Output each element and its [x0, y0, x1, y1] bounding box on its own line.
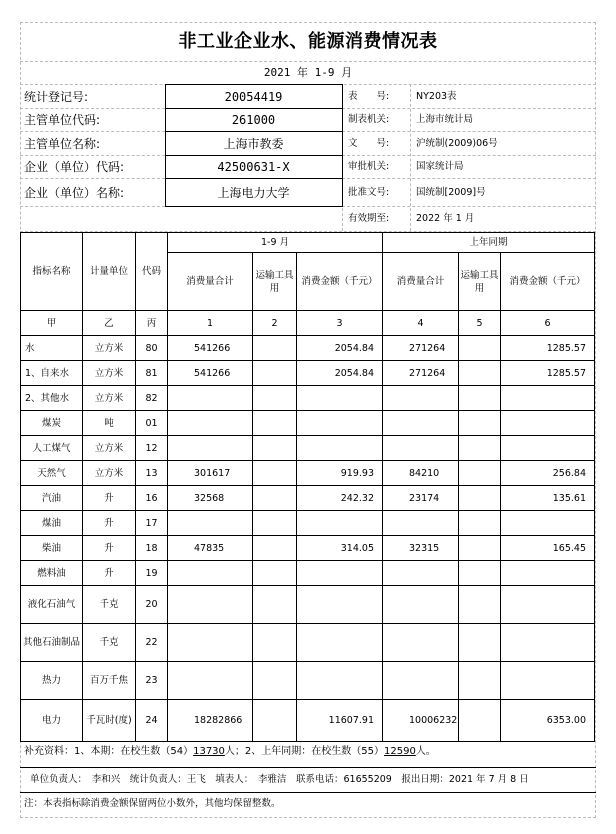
table-row [21, 700, 595, 742]
row-code[interactable]: 81 [136, 361, 168, 386]
row-indicator-name[interactable]: 热力 [21, 662, 83, 700]
cell-transport-prev[interactable] [459, 662, 501, 700]
cell-consumption-prev[interactable] [383, 411, 459, 436]
cell-amount[interactable] [297, 386, 383, 411]
supplement-suffix: 人。 [415, 746, 436, 757]
row-indicator-name[interactable]: 其他石油制品 [21, 624, 83, 662]
cell-transport[interactable] [253, 624, 297, 662]
sheet-gridline [20, 155, 165, 156]
table-row [21, 536, 595, 561]
header-code: 代码 [136, 233, 168, 311]
cell-consumption[interactable] [168, 624, 253, 662]
cell-amount-prev[interactable] [501, 411, 595, 436]
row-code[interactable]: 01 [136, 411, 168, 436]
cell-amount[interactable]: 2054.84 [297, 336, 383, 361]
table-row [21, 436, 595, 461]
cell-amount[interactable] [297, 662, 383, 700]
cell-transport[interactable] [253, 336, 297, 361]
meta-label-doc-no: 文 号: [348, 138, 390, 149]
sheet-gridline [595, 22, 596, 818]
cell-transport-prev[interactable] [459, 586, 501, 624]
cell-transport-prev[interactable] [459, 336, 501, 361]
field-value-supervisor-code[interactable]: 261000 [231, 113, 276, 127]
cell-transport-prev[interactable] [459, 624, 501, 662]
row-unit[interactable]: 吨 [83, 411, 136, 436]
row-indicator-name[interactable]: 人工煤气 [21, 436, 83, 461]
cell-consumption[interactable] [168, 586, 253, 624]
row-code[interactable]: 20 [136, 586, 168, 624]
row-indicator-name[interactable]: 天然气 [21, 461, 83, 486]
row-indicator-name[interactable]: 1、自来水 [21, 361, 83, 386]
cell-consumption[interactable] [168, 386, 253, 411]
header-consumption-prev: 消费量合计 [383, 253, 459, 311]
footer-divider [20, 767, 596, 768]
cell-transport[interactable] [253, 361, 297, 386]
cell-transport[interactable] [253, 700, 297, 742]
cell-transport-prev[interactable] [459, 436, 501, 461]
meta-value-valid-until: 2022 年 1 月 [416, 213, 475, 224]
cell-consumption-prev[interactable] [383, 586, 459, 624]
cell-amount[interactable] [297, 411, 383, 436]
row-indicator-name[interactable]: 汽油 [21, 486, 83, 511]
row-code[interactable]: 16 [136, 486, 168, 511]
cell-consumption[interactable] [168, 511, 253, 536]
row-indicator-name[interactable]: 柴油 [21, 536, 83, 561]
cell-amount[interactable]: 2054.84 [297, 361, 383, 386]
cell-amount-prev[interactable] [501, 662, 595, 700]
table-row [21, 662, 595, 700]
cell-transport-prev[interactable] [459, 536, 501, 561]
row-unit[interactable]: 立方米 [83, 361, 136, 386]
cell-amount[interactable]: 314.05 [297, 536, 383, 561]
footnote: 注：本表指标除消费金额保留两位小数外，其他均保留整数。 [24, 798, 281, 809]
row-indicator-name[interactable]: 2、其他水 [21, 386, 83, 411]
cell-amount-prev[interactable] [501, 624, 595, 662]
cell-amount[interactable] [297, 511, 383, 536]
header-amount-prev: 消费金额（千元） [501, 253, 595, 311]
table-row [21, 336, 595, 361]
column-index: 5 [459, 311, 501, 336]
row-code[interactable]: 23 [136, 662, 168, 700]
field-label-registration-no: 统计登记号: [24, 90, 89, 104]
field-value-org-code[interactable]: 42500631-X [217, 160, 290, 174]
column-index: 2 [253, 311, 297, 336]
cell-consumption-prev[interactable]: 84210 [383, 461, 459, 486]
row-unit[interactable]: 百万千焦 [83, 662, 136, 700]
report-title: 非工业企业水、能源消费情况表 [178, 31, 438, 52]
column-index: 6 [501, 311, 595, 336]
row-unit[interactable]: 千克 [83, 624, 136, 662]
header-amount: 消费金额（千元） [297, 253, 383, 311]
value-box-border [165, 206, 342, 207]
cell-transport[interactable] [253, 586, 297, 624]
row-code[interactable]: 80 [136, 336, 168, 361]
cell-consumption-prev[interactable]: 23174 [383, 486, 459, 511]
meta-value-doc-no: 沪统制(2009)06号 [416, 138, 498, 149]
value-box-border [165, 155, 342, 156]
sheet-gridline [342, 155, 596, 156]
supplement-prefix: 补充资料：1、本期：在校生数（54） [24, 746, 194, 757]
cell-consumption[interactable] [168, 436, 253, 461]
table-row [21, 586, 595, 624]
meta-value-approver: 国家统计局 [416, 161, 464, 172]
cell-consumption-prev[interactable] [383, 662, 459, 700]
table-row [21, 486, 595, 511]
cell-transport[interactable] [253, 461, 297, 486]
value-box-border [165, 178, 342, 179]
energy-consumption-table [20, 232, 595, 742]
cell-amount[interactable] [297, 436, 383, 461]
sheet-gridline [342, 178, 596, 179]
row-indicator-name[interactable]: 电力 [21, 700, 83, 742]
cell-amount-prev[interactable] [501, 386, 595, 411]
row-unit[interactable]: 立方米 [83, 386, 136, 411]
field-value-registration-no[interactable]: 20054419 [224, 90, 283, 104]
table-row [21, 361, 595, 386]
footer-divider [20, 792, 596, 793]
sheet-gridline [20, 22, 596, 23]
value-box-border [342, 84, 343, 207]
cell-consumption-prev[interactable] [383, 386, 459, 411]
field-value-supervisor-name[interactable]: 上海市教委 [223, 137, 284, 151]
cell-amount[interactable] [297, 624, 383, 662]
cell-transport-prev[interactable] [459, 361, 501, 386]
column-index: 4 [383, 311, 459, 336]
cell-amount-prev[interactable]: 1285.57 [501, 336, 595, 361]
sheet-gridline [20, 131, 165, 132]
cell-consumption-prev[interactable]: 32315 [383, 536, 459, 561]
row-code[interactable]: 82 [136, 386, 168, 411]
cell-transport[interactable] [253, 662, 297, 700]
sheet-gridline [342, 108, 596, 109]
row-unit[interactable]: 立方米 [83, 461, 136, 486]
cell-transport-prev[interactable] [459, 511, 501, 536]
cell-transport-prev[interactable] [459, 700, 501, 742]
row-code[interactable]: 17 [136, 511, 168, 536]
cell-consumption[interactable]: 47835 [168, 536, 253, 561]
cell-consumption-prev[interactable] [383, 624, 459, 662]
column-index: 1 [168, 311, 253, 336]
cell-transport[interactable] [253, 511, 297, 536]
table-row [21, 561, 595, 586]
row-code[interactable]: 19 [136, 561, 168, 586]
cell-consumption[interactable]: 32568 [168, 486, 253, 511]
field-label-supervisor-code: 主管单位代码: [24, 113, 101, 127]
value-box-border [165, 131, 342, 132]
cell-amount-prev[interactable] [501, 586, 595, 624]
field-label-org-name: 企业（单位）名称: [24, 186, 125, 200]
header-indicator: 指标名称 [21, 233, 83, 311]
table-row [21, 386, 595, 411]
row-unit[interactable]: 升 [83, 536, 136, 561]
column-index: 甲 [21, 311, 83, 336]
table-row [21, 461, 595, 486]
cell-transport-prev[interactable] [459, 561, 501, 586]
cell-consumption[interactable]: 541266 [168, 361, 253, 386]
row-unit[interactable]: 升 [83, 511, 136, 536]
cell-consumption[interactable]: 18282866 [168, 700, 253, 742]
header-transport: 运输工具用 [253, 253, 297, 311]
supplement-mid: 人；2、上年同期：在校生数（55） [224, 746, 384, 757]
row-unit[interactable]: 升 [83, 561, 136, 586]
cell-amount-prev[interactable]: 165.45 [501, 536, 595, 561]
sheet-gridline [20, 61, 596, 62]
sheet-gridline [342, 131, 596, 132]
cell-amount-prev[interactable] [501, 561, 595, 586]
sheet-gridline [20, 108, 165, 109]
cell-transport[interactable] [253, 486, 297, 511]
sheet-gridline [20, 817, 596, 818]
header-current-period: 1-9 月 [168, 233, 383, 253]
cell-consumption-prev[interactable] [383, 511, 459, 536]
field-label-org-code: 企业（单位）代码: [24, 160, 125, 174]
previous-student-count: 12590 [384, 746, 416, 757]
cell-amount-prev[interactable]: 1285.57 [501, 361, 595, 386]
cell-consumption[interactable] [168, 561, 253, 586]
header-unit: 计量单位 [83, 233, 136, 311]
row-unit[interactable]: 立方米 [83, 436, 136, 461]
row-indicator-name[interactable]: 燃料油 [21, 561, 83, 586]
table-row [21, 624, 595, 662]
row-code[interactable]: 24 [136, 700, 168, 742]
cell-consumption-prev[interactable]: 10006232 [383, 700, 459, 742]
cell-transport[interactable] [253, 411, 297, 436]
row-unit[interactable]: 升 [83, 486, 136, 511]
cell-transport[interactable] [253, 561, 297, 586]
header-consumption: 消费量合计 [168, 253, 253, 311]
cell-consumption-prev[interactable] [383, 436, 459, 461]
column-index-row [21, 311, 595, 336]
cell-amount-prev[interactable]: 6353.00 [501, 700, 595, 742]
signature-line: 单位负责人： 李和兴 统计负责人：王飞 填表人： 李雅洁 联系电话：61655209 报出日期：2021 年 7 月 8 日 [30, 774, 529, 785]
cell-transport-prev[interactable] [459, 461, 501, 486]
sheet-gridline [20, 206, 165, 207]
cell-consumption[interactable] [168, 411, 253, 436]
column-index: 丙 [136, 311, 168, 336]
meta-label-valid-until: 有效期至: [348, 213, 390, 224]
column-index: 乙 [83, 311, 136, 336]
cell-consumption[interactable]: 301617 [168, 461, 253, 486]
row-indicator-name[interactable]: 煤炭 [21, 411, 83, 436]
cell-amount[interactable] [297, 586, 383, 624]
row-code[interactable]: 13 [136, 461, 168, 486]
table-row [21, 511, 595, 536]
meta-label-approval-no: 批准文号: [348, 187, 390, 198]
sheet-gridline [342, 206, 596, 207]
meta-label-form-no: 表 号: [348, 91, 390, 102]
row-unit[interactable]: 千瓦时(度) [83, 700, 136, 742]
row-code[interactable]: 22 [136, 624, 168, 662]
header-transport-prev: 运输工具用 [459, 253, 501, 311]
cell-consumption[interactable] [168, 662, 253, 700]
cell-transport-prev[interactable] [459, 386, 501, 411]
meta-value-issuer: 上海市统计局 [416, 114, 474, 125]
cell-amount[interactable] [297, 561, 383, 586]
cell-transport-prev[interactable] [459, 411, 501, 436]
meta-value-form-no: NY203表 [416, 91, 457, 102]
header-previous-period: 上年同期 [383, 233, 595, 253]
current-student-count: 13730 [193, 746, 225, 757]
meta-label-issuer: 制表机关: [348, 114, 390, 125]
row-code[interactable]: 18 [136, 536, 168, 561]
cell-amount-prev[interactable] [501, 511, 595, 536]
field-label-supervisor-name: 主管单位名称: [24, 137, 101, 151]
cell-transport[interactable] [253, 436, 297, 461]
cell-consumption-prev[interactable] [383, 561, 459, 586]
column-index: 3 [297, 311, 383, 336]
cell-amount-prev[interactable]: 256.84 [501, 461, 595, 486]
value-box-border [165, 84, 342, 85]
row-indicator-name[interactable]: 液化石油气 [21, 586, 83, 624]
cell-consumption[interactable]: 541266 [168, 336, 253, 361]
field-value-org-name[interactable]: 上海电力大学 [217, 186, 290, 200]
value-box-border [165, 108, 342, 109]
meta-label-approver: 审批机关: [348, 161, 390, 172]
table-row [21, 411, 595, 436]
row-unit[interactable]: 千克 [83, 586, 136, 624]
row-indicator-name[interactable]: 煤油 [21, 511, 83, 536]
row-code[interactable]: 12 [136, 436, 168, 461]
sheet-gridline [20, 178, 165, 179]
row-unit[interactable]: 立方米 [83, 336, 136, 361]
sheet-gridline [410, 84, 411, 231]
report-period: 2021 年 1-9 月 [263, 66, 353, 79]
row-indicator-name[interactable]: 水 [21, 336, 83, 361]
cell-transport-prev[interactable] [459, 486, 501, 511]
cell-amount[interactable]: 11607.91 [297, 700, 383, 742]
cell-transport[interactable] [253, 386, 297, 411]
cell-transport[interactable] [253, 536, 297, 561]
cell-consumption-prev[interactable]: 271264 [383, 336, 459, 361]
cell-amount-prev[interactable] [501, 436, 595, 461]
cell-amount-prev[interactable]: 135.61 [501, 486, 595, 511]
meta-value-approval-no: 国统制[2009]号 [416, 187, 486, 198]
cell-amount[interactable]: 919.93 [297, 461, 383, 486]
cell-consumption-prev[interactable]: 271264 [383, 361, 459, 386]
supplement-note [24, 745, 436, 759]
cell-amount[interactable]: 242.32 [297, 486, 383, 511]
